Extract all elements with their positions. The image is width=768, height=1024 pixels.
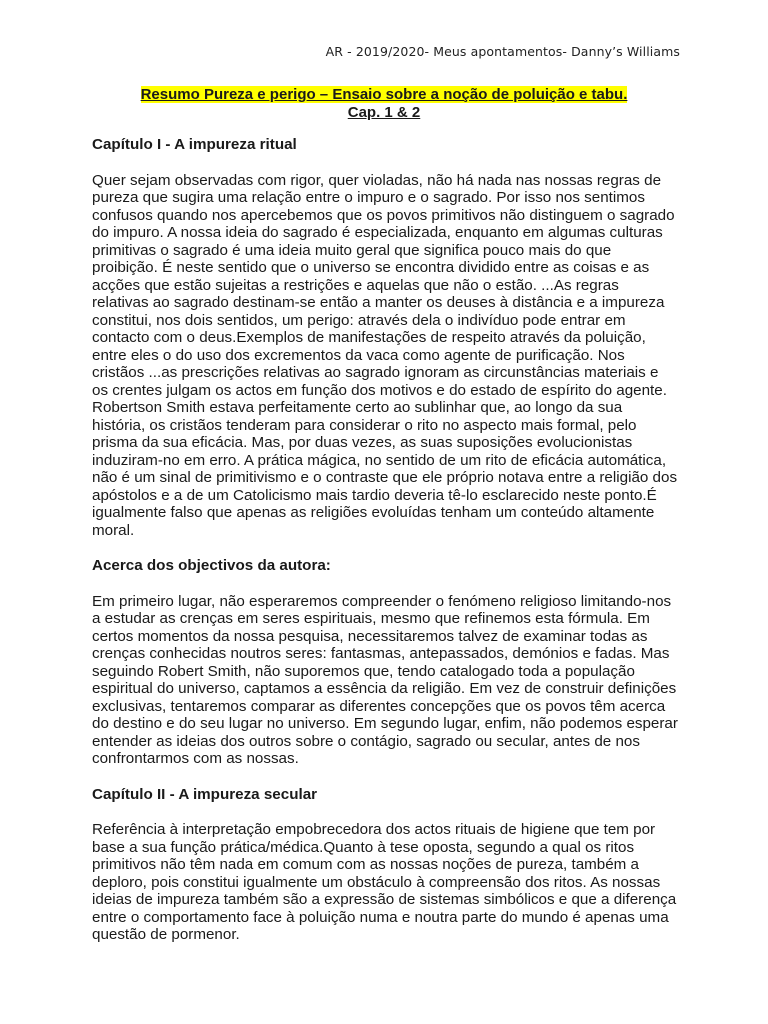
title-block [0, 86, 768, 122]
section-paragraph: Referência à interpretação empobrecedora dos actos rituais de higiene que tem por base a sua função prática/médica.Quanto à tese oposta, segundo a qual os ritos primitivos não têm nada em comum com as nossas noções de pureza, também a deploro, pois constitui igualmente um obstáculo à compreensão dos ritos. As nossas ideias de impureza também são a expressão de sistemas simbólicos e que a diferença entre o comportamento face à poluição numa e noutra parte do mundo é apenas uma questão de pormenor. [92, 821, 677, 943]
section-heading: Capítulo II - A impureza secular [92, 785, 318, 803]
page-header: AR - 2019/2020- Meus apontamentos- Danny’s Williams [325, 44, 680, 59]
section-heading: Acerca dos objectivos da autora: [92, 557, 331, 574]
document-subtitle: Cap. 1 & 2 [347, 104, 421, 121]
document-body [92, 136, 678, 962]
section-paragraph: Em primeiro lugar, não esperaremos compreender o fenómeno religioso limitando-nos a estudar as crenças em seres espirituais, mesmo que refinemos esta fórmula. Em certos momentos da nossa pesquisa, necessitaremos talvez de examinar todas as crenças conhecidas noutros seres: fantasmas, antepassados, demónios e fadas. Mas seguindo Robert Smith, não suporemos que, tendo catalogado toda a população espiritual do universo, captamos a essência da religião. Em vez de construir definições exclusivas, tentaremos comparar as diferentes concepções que os povos têm acerca do destino e do seu lugar no universo. Em segundo lugar, enfim, não podemos esperar entender as ideias dos outros sobre o contágio, sagrado ou secular, antes de nos confrontarmos com as nossas. [92, 592, 678, 767]
document-title: Resumo Pureza e perigo – Ensaio sobre a noção de poluição e tabu. [140, 86, 628, 103]
section-heading: Capítulo I - A impureza ritual [92, 136, 297, 153]
section-paragraph: Quer sejam observadas com rigor, quer violadas, não há nada nas nossas regras de pureza que sugira uma relação entre o impuro e o sagrado. Por isso nos sentimos confusos quando nos apercebemos que os povos primitivos não distinguem o sagrado do impuro. A nossa ideia do sagrado é especializada, enquanto em algumas culturas primitivas o sagrado é uma ideia muito geral que significa pouco mais do que proibição. É neste sentido que o universo se encontra dividido entre as coisas e as acções que estão sujeitas a restrições e aquelas que não o estão. ...As regras relativas ao sagrado destinam-se então a manter os deuses à distância e a impureza constitui, nos dois sentidos, um perigo: através dela o indivíduo pode entrar em contacto com o deus.Exemplos de manifestações de respeito através da poluição, entre eles o do uso dos excrementos da vaca como agente de purificação. Nos cristãos ...as prescrições relativas ao sagrado ignoram as circunstâncias materiais e os crentes julgam os actos em função dos motivos e do estado de espírito do agente. Robertson Smith estava perfeitamente certo ao sublinhar que, ao longo da sua história, os cristãos tenderam para considerar o rito no aspecto mais formal, pelo prisma da sua eficácia. Mas, por duas vezes, as suas suposições evolucionistas induziram-no em erro. A prática mágica, no sentido de um rito de eficácia automática, não é um sinal de primitivismo e o contraste que ele próprio notava entre a religião dos apóstolos e a de um Catolicismo mais tardio deveria tê-lo esclarecido neste ponto.É igualmente falso que apenas as religiões evoluídas tenham um conteúdo altamente moral. [92, 171, 678, 539]
